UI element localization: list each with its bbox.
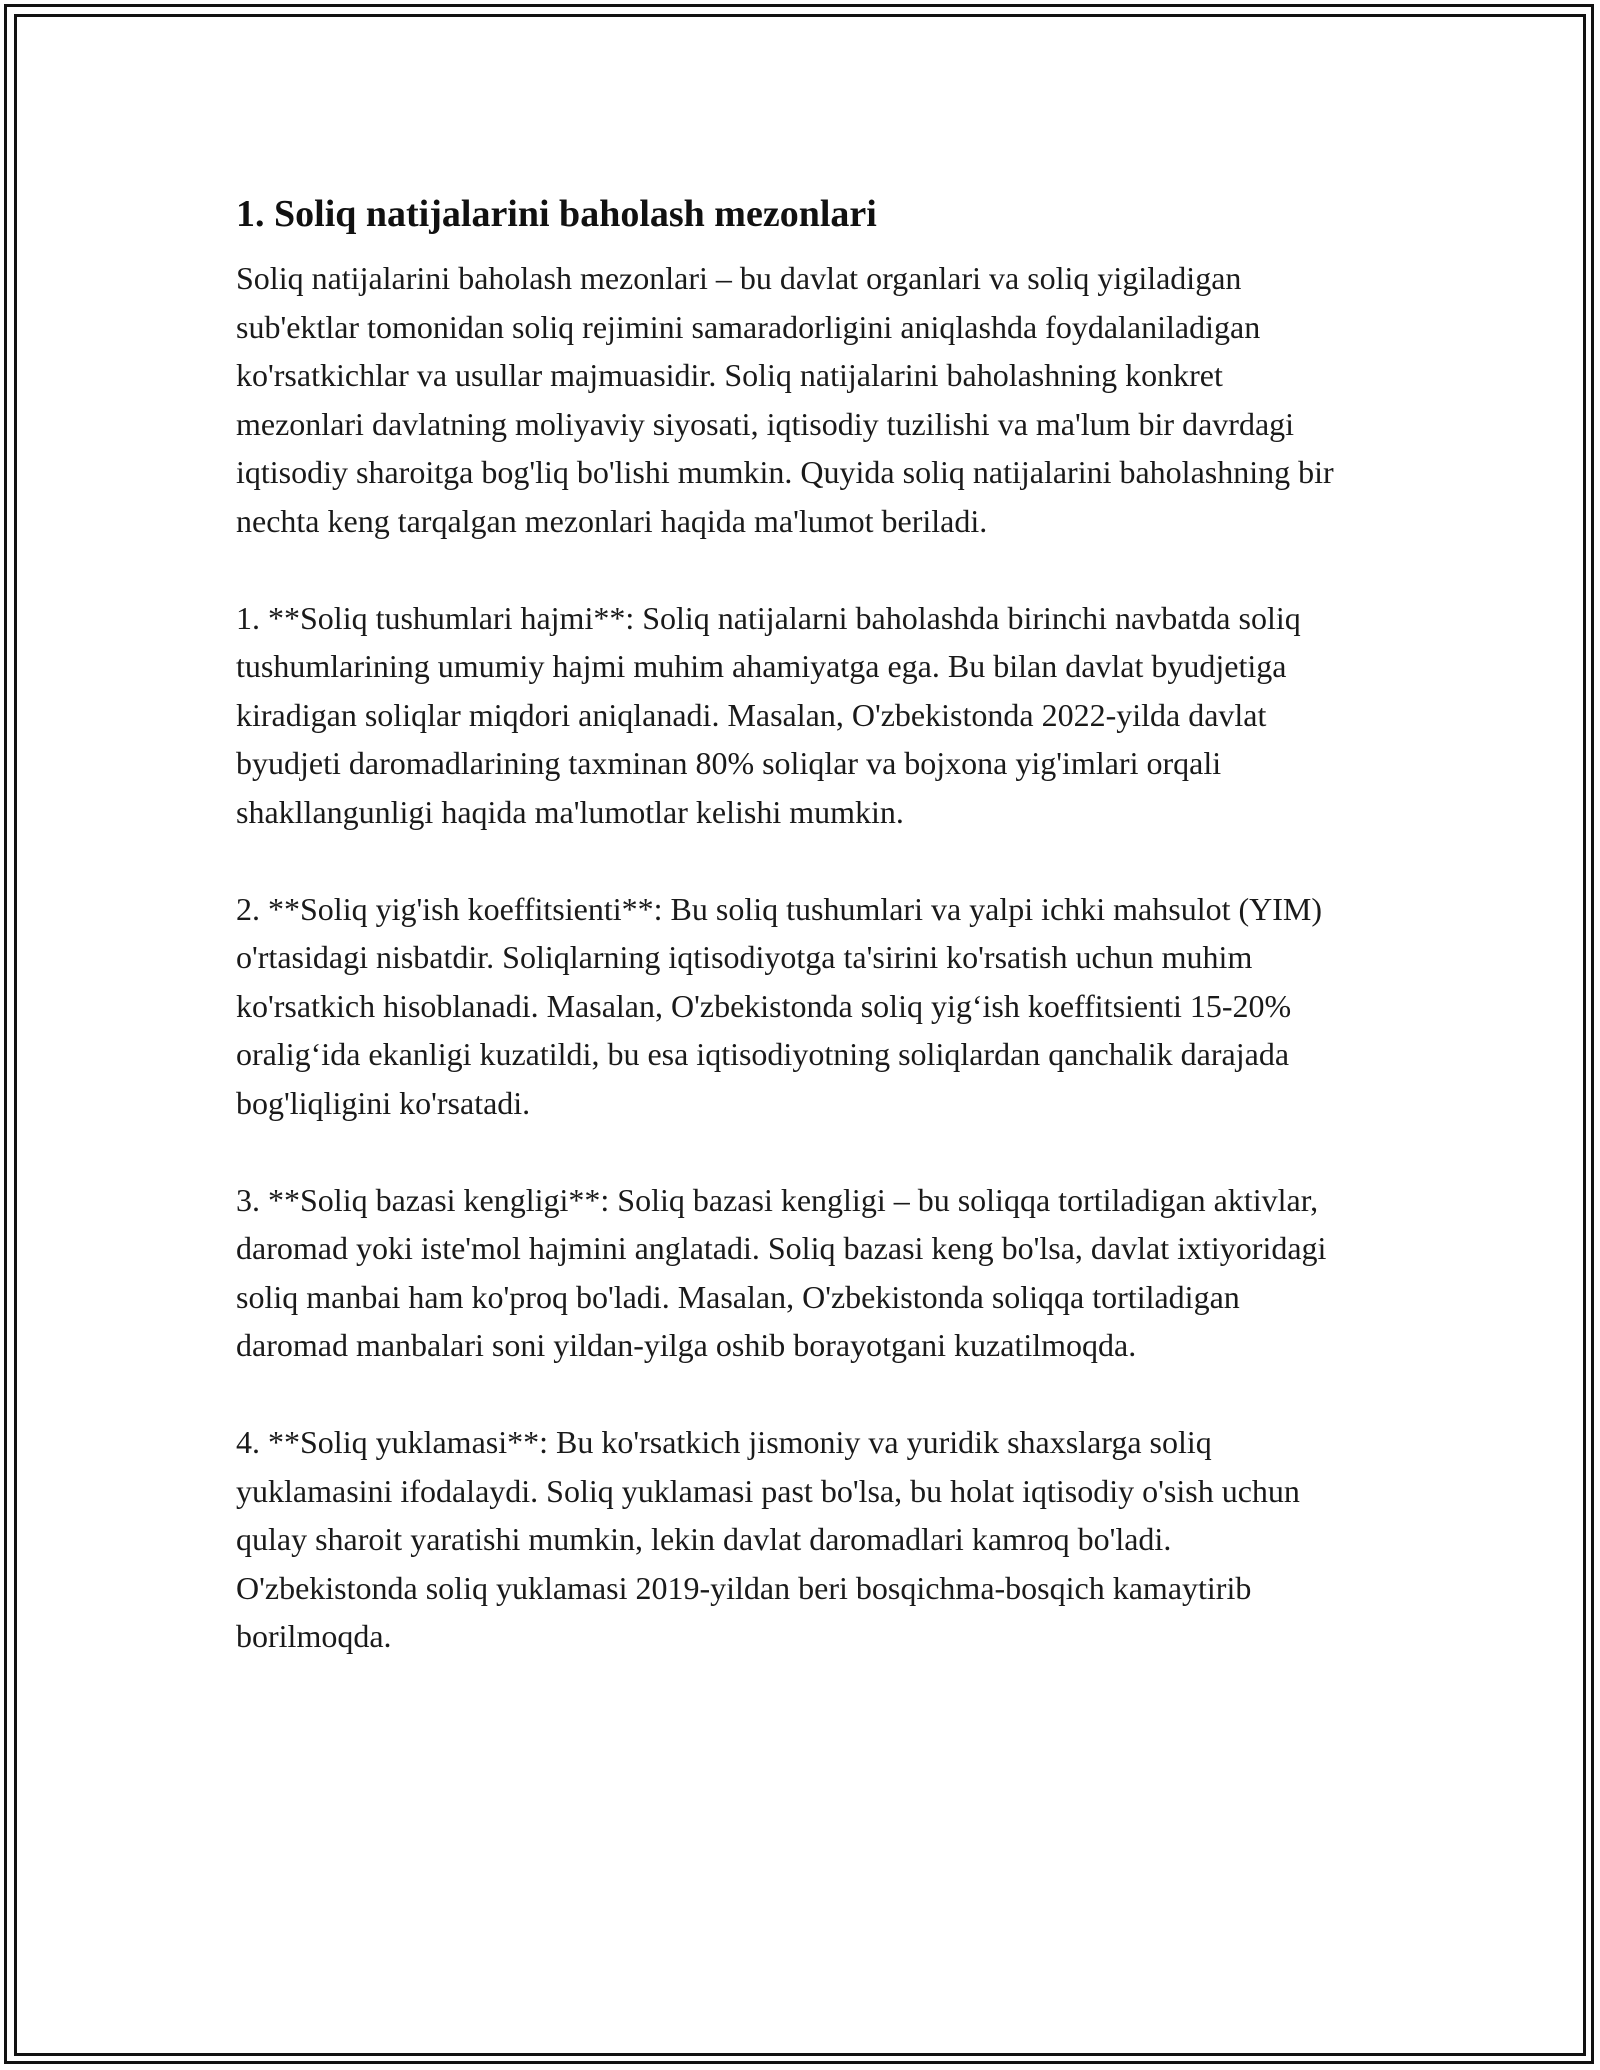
intro-paragraph: Soliq natijalarini baholash mezonlari – bu davlat organlari va soliq yigiladigan sub'ektlar tomonidan soliq rejimini samaradorligini aniqlashda foydalaniladigan ko'rsatkichlar va usullar majmuasidir. Soliq natijalarini baholashning konkret mezonlari davlatning moliyaviy siyosati, iqtisodiy tuzilishi va ma'lum bir davrdagi iqtisodiy sharoitga bog'liq bo'lishi mumkin. Quyida soliq natijalarini baholashning bir nechta keng tarqalgan mezonlari haqida ma'lumot beriladi. bbox=[236, 260, 1334, 539]
criterion-item-3: 3. **Soliq bazasi kengligi**: Soliq bazasi kengligi – bu soliqqa tortiladigan aktivlar, daromad yoki iste'mol hajmini anglatadi. Soliq bazasi keng bo'lsa, davlat ixtiyoridagi soliq manbai ham ko'proq bo'ladi. Masalan, O'zbekistonda soliqqa tortiladigan daromad manbalari soni yildan-yilga oshib borayotgani kuzatilmoqda. bbox=[236, 1181, 1327, 1363]
criterion-item-4: 4. **Soliq yuklamasi**: Bu ko'rsatkich jismoniy va yuridik shaxslarga soliq yuklamasini ifodalaydi. Soliq yuklamasi past bo'lsa, bu holat iqtisodiy o'sish uchun qulay sharoit yaratishi mumkin, lekin davlat daromadlari kamroq bo'ladi. O'zbekistonda soliq yuklamasi 2019-yildan beri bosqichma-bosqich kamaytirib borilmoqda. bbox=[236, 1424, 1300, 1654]
criterion-item-2: 2. **Soliq yig'ish koeffitsienti**: Bu soliq tushumlari va yalpi ichki mahsulot (YIM) o'rtasidagi nisbatdir. Soliqlarning iqtisodiyotga ta'sirini ko'rsatish uchun muhim ko'rsatkich hisoblanadi. Masalan, O'zbekistonda soliq yig‘ish koeffitsienti 15-20% oralig‘ida ekanligi kuzatildi, bu esa iqtisodiyotning soliqlardan qanchalik darajada bog'liqligini ko'rsatadi. bbox=[236, 890, 1322, 1121]
section-heading: 1. Soliq natijalarini baholash mezonlari bbox=[236, 193, 877, 235]
criterion-item-1: 1. **Soliq tushumlari hajmi**: Soliq natijalarni baholashda birinchi navbatda soliq tushumlarining umumiy hajmi muhim ahamiyatga ega. Bu bilan davlat byudjetiga kiradigan soliqlar miqdori aniqlanadi. Masalan, O'zbekistonda 2022-yilda davlat byudjeti daromadlarining taxminan 80% soliqlar va bojxona yig'imlari orqali shakllangunligi haqida ma'lumotlar kelishi mumkin. bbox=[236, 599, 1301, 830]
document-body bbox=[236, 188, 1356, 1709]
